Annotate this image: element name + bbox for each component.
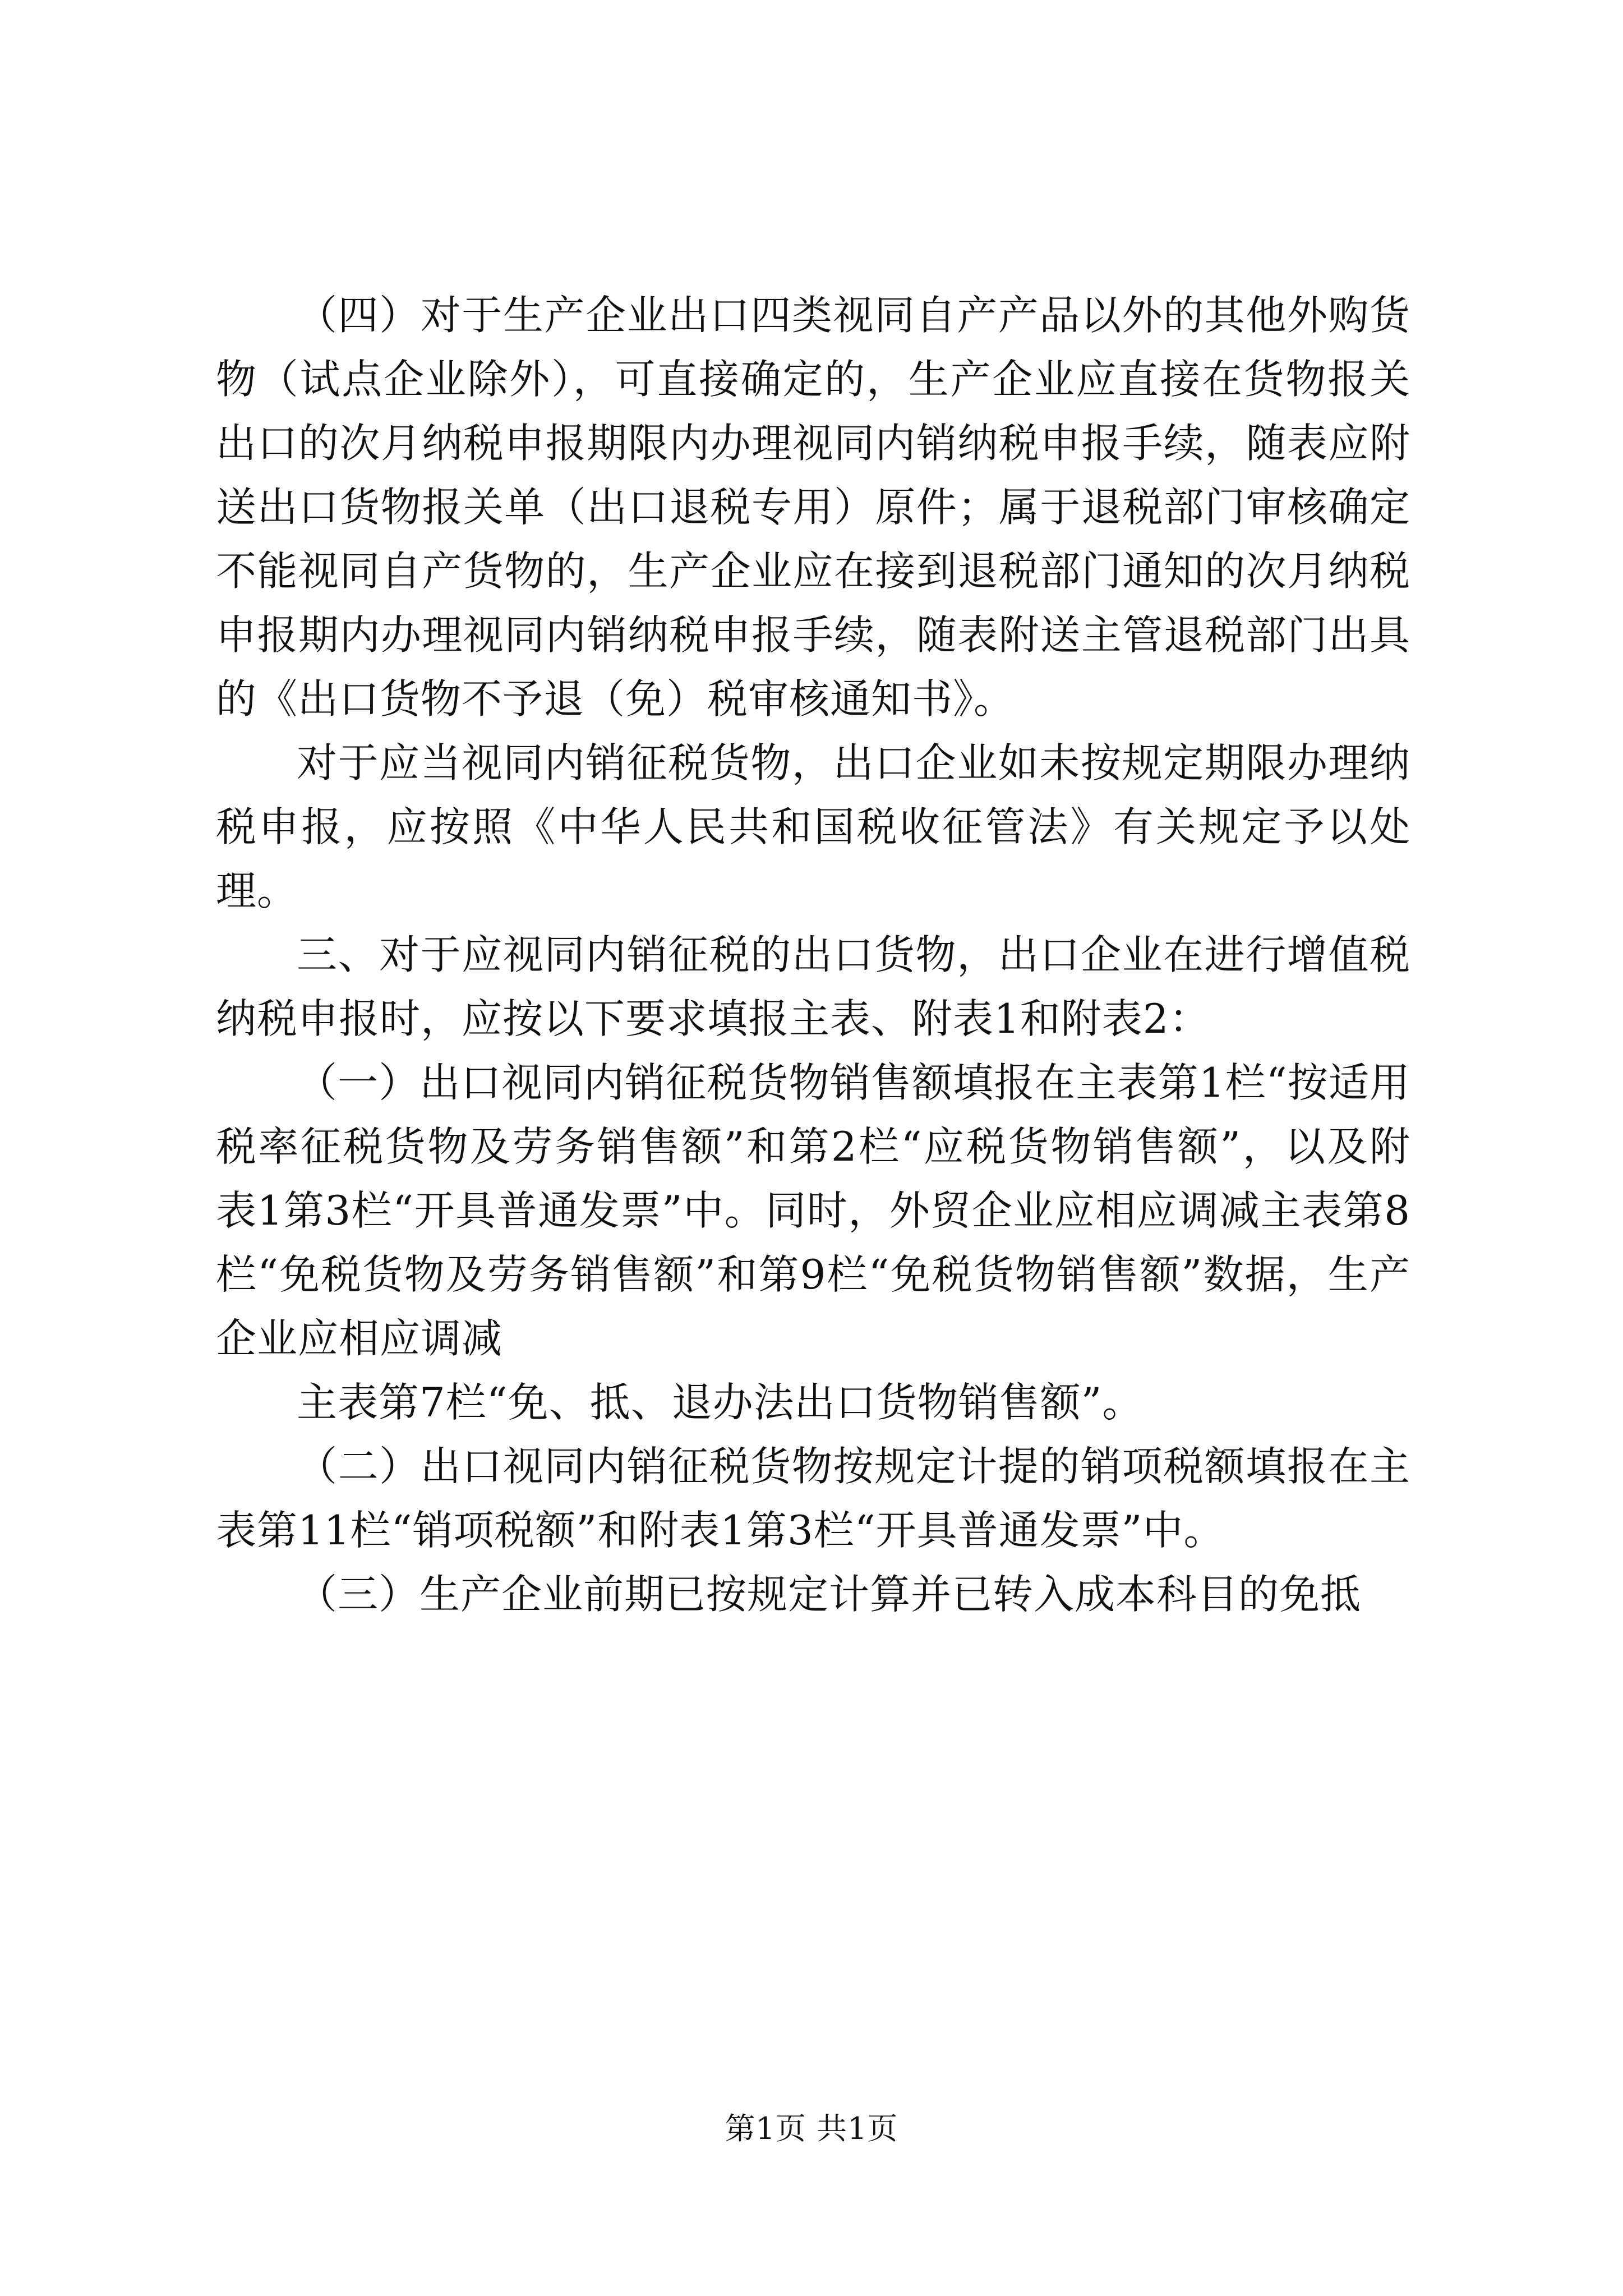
paragraph-item-2: （二）出口视同内销征税货物按规定计提的销项税额填报在主表第11栏“销项税额”和附表1第3栏“开具普通发票”中。 <box>216 1443 1410 1554</box>
paragraph-item-3: （三）生产企业前期已按规定计算并已转入成本科目的免抵 <box>297 1571 1362 1618</box>
paragraph-item-1-continued: 主表第7栏“免、抵、退办法出口货物销售额”。 <box>297 1379 1144 1426</box>
page-number-footer: 第1页 共1页 <box>725 2111 898 2146</box>
paragraph-treatment: 对于应当视同内销征税货物，出口企业如未按规定期限办理纳税申报，应按照《中华人民共和国税收征管法》有关规定予以处理。 <box>216 739 1410 914</box>
paragraph-section-3: 三、对于应视同内销征税的出口货物，出口企业在进行增值税纳税申报时，应按以下要求填报主表、附表1和附表2： <box>216 931 1410 1042</box>
paragraph-item-1: （一）出口视同内销征税货物销售额填报在主表第1栏“按适用税率征税货物及劳务销售额”和第2栏“应税货物销售额”，以及附表1第3栏“开具普通发票”中。同时，外贸企业应相应调减主表第8栏“免税货物及劳务销售额”和第9栏“免税货物销售额”数据，生产企业应相应调减 <box>216 1059 1410 1362</box>
paragraph-item-4: （四）对于生产企业出口四类视同自产产品以外的其他外购货物（试点企业除外），可直接确定的，生产企业应直接在货物报关出口的次月纳税申报期限内办理视同内销纳税申报手续，随表应附送出口货物报关单（出口退税专用）原件；属于退税部门审核确定不能视同自产货物的，生产企业应在接到退税部门通知的次月纳税申报期内办理视同内销纳税申报手续，随表附送主管退税部门出具的《出口货物不予退（免）税审核通知书》。 <box>216 292 1410 723</box>
document-body <box>216 283 1410 1626</box>
